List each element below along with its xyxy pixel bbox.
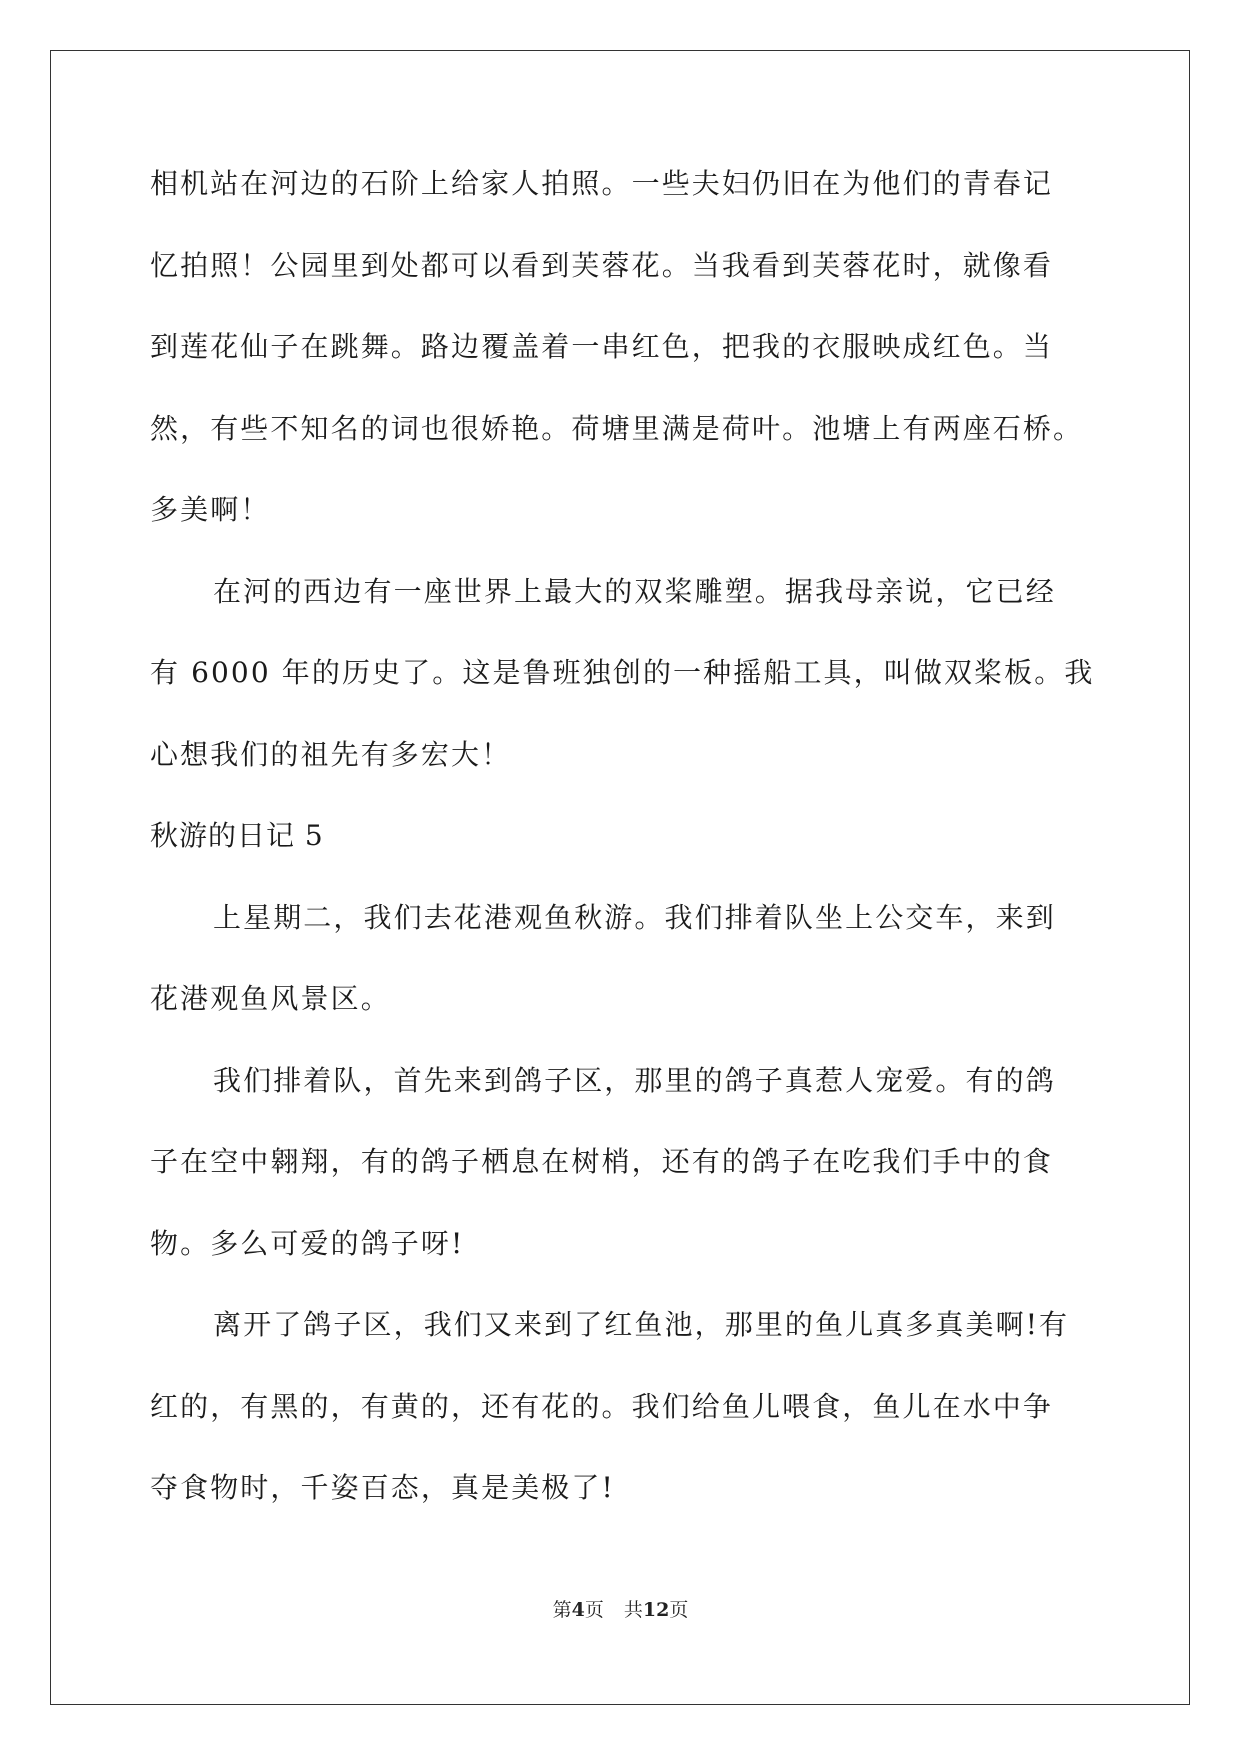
- text-line: 我们排着队，首先来到鸽子区，那里的鸽子真惹人宠爱。有的鸽: [213, 1063, 1056, 1097]
- page-footer: [0, 1598, 1241, 1622]
- text-line: 花港观鱼风景区。: [150, 982, 391, 1015]
- current-page-number: 4: [571, 1599, 585, 1621]
- text-line: 离开了鸽子区，我们又来到了红鱼池，那里的鱼儿真多真美啊!有: [213, 1308, 1070, 1341]
- section-heading: 秋游的日记 5: [150, 819, 324, 852]
- text-line: 多美啊！: [150, 493, 271, 526]
- page-number-label: 第4页: [552, 1599, 604, 1621]
- total-pages-label: 共12页: [623, 1599, 689, 1621]
- text-line: 心想我们的祖先有多宏大！: [150, 737, 512, 771]
- text-line: 有 6000 年的历史了。这是鲁班独创的一种摇船工具，叫做双桨板。我: [150, 656, 1095, 689]
- text-line: 红的，有黑的，有黄的，还有花的。我们给鱼儿喂食，鱼儿在水中争: [150, 1389, 1054, 1423]
- text-line: 到莲花仙子在跳舞。路边覆盖着一串红色，把我的衣服映成红色。当: [150, 330, 1054, 363]
- text-line: 在河的西边有一座世界上最大的双桨雕塑。据我母亲说，它已经: [213, 574, 1056, 608]
- text-line: 上星期二，我们去花港观鱼秋游。我们排着队坐上公交车，来到: [213, 900, 1056, 934]
- text-line: 子在空中翱翔，有的鸽子栖息在树梢，还有的鸽子在吃我们手中的食: [150, 1145, 1054, 1178]
- text-line: 忆拍照！公园里到处都可以看到芙蓉花。当我看到芙蓉花时，就像看: [150, 248, 1054, 282]
- text-line: 物。多么可爱的鸽子呀!: [150, 1226, 465, 1260]
- text-line: 相机站在河边的石阶上给家人拍照。一些夫妇仍旧在为他们的青春记: [150, 167, 1054, 200]
- document-body: [150, 160, 1095, 1546]
- text-line: 然，有些不知名的词也很娇艳。荷塘里满是荷叶。池塘上有两座石桥。: [150, 411, 1084, 445]
- total-page-number: 12: [642, 1599, 670, 1621]
- text-line: 夺食物时，千姿百态，真是美极了!: [150, 1471, 615, 1504]
